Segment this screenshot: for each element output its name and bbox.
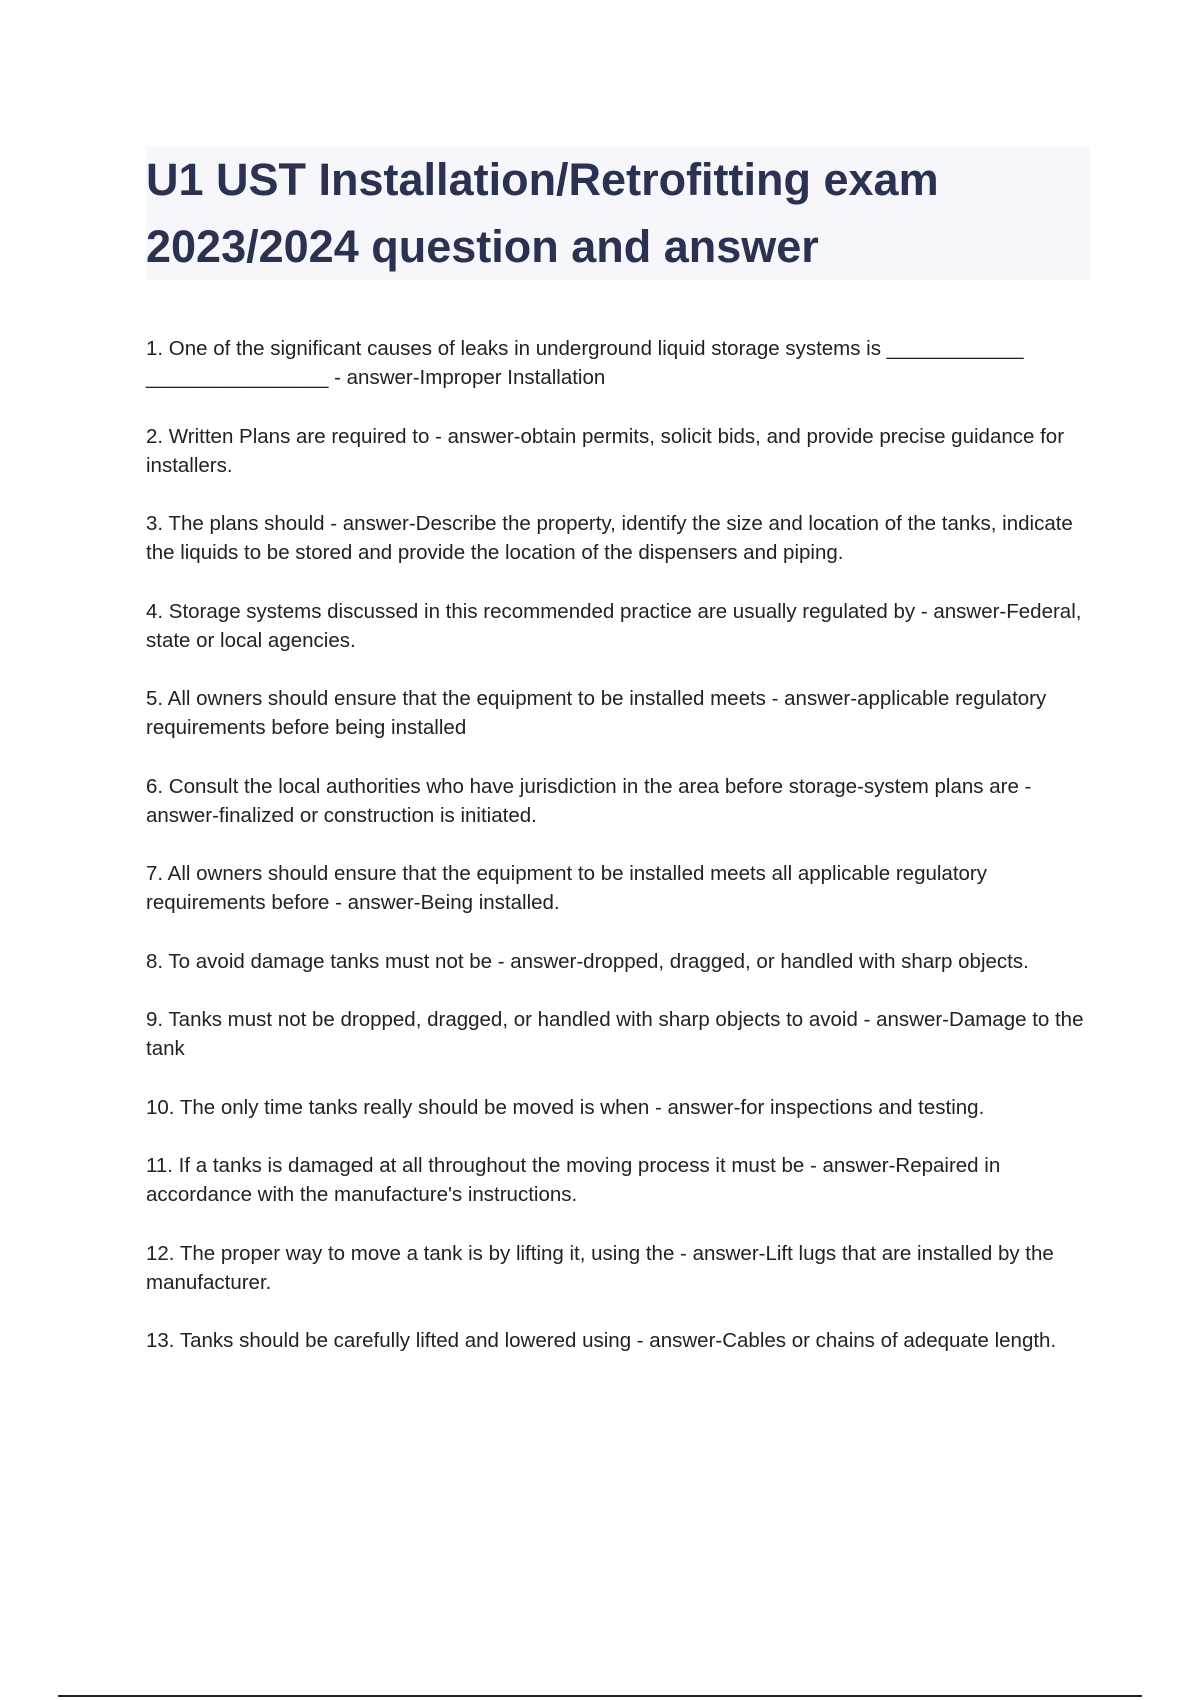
question-answer-list [146,334,1090,1385]
qa-item-2: 2. Written Plans are required to - answer-obtain permits, solicit bids, and provide precise guidance for installers. [146,424,1065,477]
qa-item-4: 4. Storage systems discussed in this recommended practice are usually regulated by - answer-Federal, state or local agencies. [146,599,1082,652]
qa-item-8: 8. To avoid damage tanks must not be - answer-dropped, dragged, or handled with sharp objects. [146,949,1029,973]
qa-item-9: 9. Tanks must not be dropped, dragged, or handled with sharp objects to avoid - answer-Damage to the tank [146,1008,1084,1060]
qa-item-11: 11. If a tanks is damaged at all throughout the moving process it must be - answer-Repaired in accordance with the manufacture's instructions. [146,1154,1001,1206]
footer-divider [58,1695,1142,1697]
qa-item-7: 7. All owners should ensure that the equipment to be installed meets all applicable regulatory requirements before - answer-Being installed. [146,862,988,914]
title-block [146,146,1090,280]
qa-item-5: 5. All owners should ensure that the equipment to be installed meets - answer-applicable regulatory requirements before being installed [146,687,1047,739]
qa-item-3: 3. The plans should - answer-Describe the property, identify the size and location of the tanks, indicate the liquids to be stored and provide the location of the dispensers and piping. [146,512,1073,564]
qa-item-13: 13. Tanks should be carefully lifted and lowered using - answer-Cables or chains of adequate length. [146,1329,1057,1352]
qa-item-12: 12. The proper way to move a tank is by lifting it, using the - answer-Lift lugs that are installed by the manufacturer. [146,1241,1054,1294]
qa-item-10: 10. The only time tanks really should be moved is when - answer-for inspections and testing. [146,1095,985,1119]
document-title: U1 UST Installation/Retrofitting exam 2023/2024 question and answer [146,154,939,272]
document-page [146,0,1090,1700]
qa-item-6: 6. Consult the local authorities who have jurisdiction in the area before storage-system plans are - answer-finalized or construction is initiated. [146,774,1032,827]
qa-item-1: 1. One of the significant causes of leaks in underground liquid storage systems is ____________ ________________ - answer-Improper Installation [146,337,1024,389]
